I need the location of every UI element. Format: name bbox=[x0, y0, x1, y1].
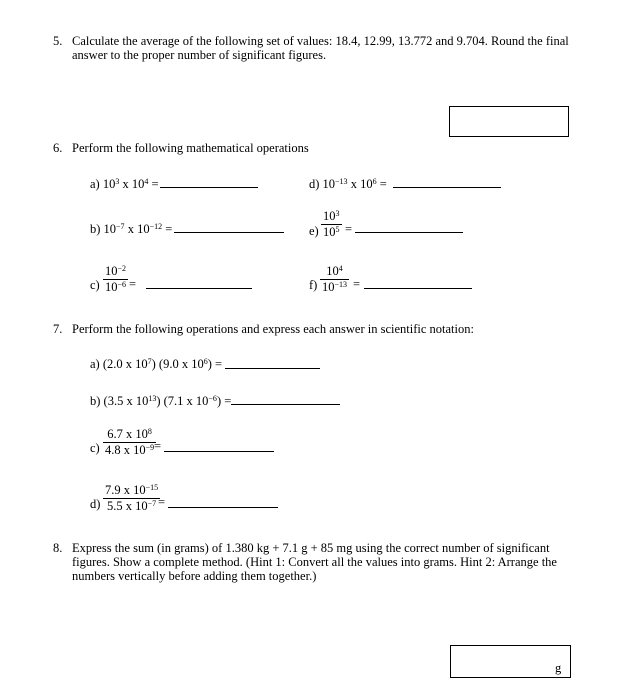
q8-answer-box[interactable] bbox=[450, 645, 571, 678]
q8-text-line3: numbers vertically before adding them together.) bbox=[72, 569, 317, 583]
q6a-answer-line[interactable] bbox=[160, 187, 258, 188]
q6f-answer-line[interactable] bbox=[364, 288, 472, 289]
q6c-fraction bbox=[103, 265, 128, 294]
q6a-label: a) bbox=[90, 177, 100, 191]
q7c-denominator: 4.8 x $10^{-9}$ bbox=[105, 443, 155, 457]
q7c-equals: = bbox=[154, 439, 162, 453]
q7d-denominator: 5.5 x $10^{-7}$ bbox=[107, 499, 157, 513]
q7d-numerator: 7.9 x $10^{-15}$ bbox=[105, 483, 159, 497]
q7-number: 7. bbox=[53, 322, 63, 336]
q6b-expression: b) $10^{-7}$ x $10^{-12}$ = bbox=[90, 222, 173, 236]
q6f-denominator: $10^{-13}$ bbox=[322, 280, 348, 294]
q7c-label: c) bbox=[90, 441, 100, 455]
q7c-numerator: 6.7 x $10^8$ bbox=[103, 428, 156, 443]
q7b-label: b) bbox=[90, 394, 101, 408]
q6d-answer-line[interactable] bbox=[393, 187, 501, 188]
q7b-answer-line[interactable] bbox=[231, 404, 340, 405]
q6c-answer-line[interactable] bbox=[146, 288, 252, 289]
q6d-label: d) bbox=[309, 177, 320, 191]
q8-text-line1: Express the sum (in grams) of 1.380 kg + 7.1 g + 85 mg using the correct number of significant bbox=[72, 541, 550, 555]
q6c-denominator: $10^{-6}$ bbox=[105, 280, 127, 294]
q6b-answer-line[interactable] bbox=[174, 232, 284, 233]
q7d-equals: = bbox=[158, 495, 166, 509]
q6d-expression: d) $10^{-13}$ x $10^6$ = bbox=[309, 177, 387, 191]
q7d-answer-line[interactable] bbox=[168, 507, 278, 508]
q5-text-line1: Calculate the average of the following set of values: 18.4, 12.99, 13.772 and 9.704. Round the final bbox=[72, 34, 569, 48]
q7d-label: d) bbox=[90, 497, 101, 511]
q6e-label: e) bbox=[309, 224, 319, 238]
q5-answer-box[interactable] bbox=[449, 106, 569, 137]
q5-number: 5. bbox=[53, 34, 63, 48]
q6f-fraction bbox=[320, 265, 349, 294]
q7a-expression: a) (2.0 x $10^7$) (9.0 x $10^6$) = bbox=[90, 357, 223, 371]
q6c-label: c) bbox=[90, 278, 100, 292]
q6e-equals: = bbox=[345, 222, 353, 236]
q6c-equals: = bbox=[129, 277, 137, 291]
q5-text-line2: answer to the proper number of significant figures. bbox=[72, 48, 327, 62]
q7a-label: a) bbox=[90, 357, 100, 371]
q6f-numerator: $10^4$ bbox=[320, 265, 349, 280]
q7c-fraction bbox=[103, 428, 156, 457]
q6-prompt: Perform the following mathematical operations bbox=[72, 141, 309, 155]
q7d-fraction bbox=[103, 484, 160, 513]
q6f-equals: = bbox=[353, 277, 361, 291]
q6e-denominator: $10^5$ bbox=[323, 225, 340, 239]
q6e-numerator: $10^3$ bbox=[323, 209, 340, 223]
q8-unit-label: g bbox=[555, 661, 562, 675]
q7-prompt: Perform the following operations and express each answer in scientific notation: bbox=[72, 322, 474, 336]
q6e-answer-line[interactable] bbox=[355, 232, 463, 233]
q7a-answer-line[interactable] bbox=[225, 368, 320, 369]
q6-number: 6. bbox=[53, 141, 63, 155]
q6c-numerator: $10^{-2}$ bbox=[105, 264, 127, 278]
q7c-answer-line[interactable] bbox=[164, 451, 274, 452]
q6a-expression: a) $10^3$ x $10^4$ = bbox=[90, 177, 159, 191]
q6e-fraction bbox=[321, 210, 342, 239]
q8-text-line2: figures. Show a complete method. (Hint 1: Convert all the values into grams. Hint 2: Arrange the bbox=[72, 555, 557, 569]
q8-number: 8. bbox=[53, 541, 63, 555]
q6f-label: f) bbox=[309, 278, 318, 292]
q7b-expression: b) (3.5 x $10^{13}$) (7.1 x $10^{-6}$) = bbox=[90, 394, 232, 408]
q6b-label: b) bbox=[90, 222, 101, 236]
